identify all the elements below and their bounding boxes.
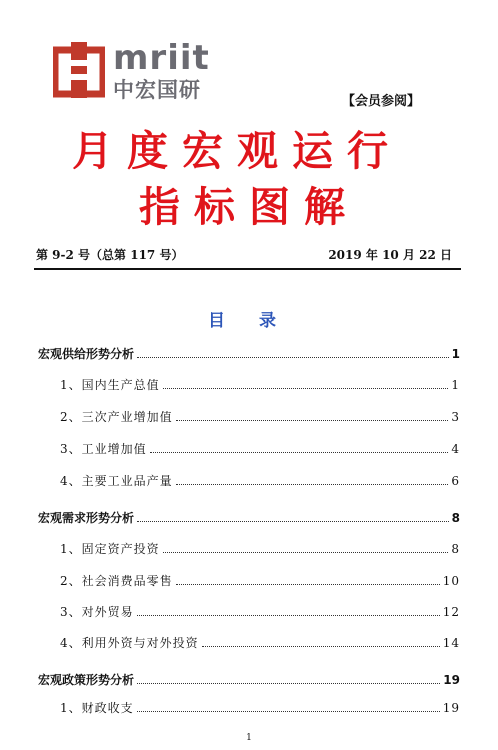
- toc-entry[interactable]: [60, 699, 460, 716]
- header-divider: [34, 268, 461, 270]
- toc-leader: [137, 357, 449, 358]
- toc-entry-page: 14: [442, 636, 460, 650]
- member-label: 【会员参阅】: [341, 94, 420, 109]
- toc-leader: [137, 615, 440, 616]
- toc-entry[interactable]: [38, 345, 460, 362]
- toc-entry-page: 1: [451, 347, 460, 361]
- toc-leader: [137, 683, 440, 684]
- toc-entry-page: 12: [442, 605, 460, 619]
- toc-entry[interactable]: [38, 509, 460, 526]
- toc-entry-page: 19: [443, 673, 460, 687]
- toc-entry[interactable]: [60, 440, 460, 457]
- toc-entry-page: 19: [442, 701, 460, 715]
- toc-entry-page: 3: [451, 410, 460, 424]
- toc-entry-label: 4、主要工业品产量: [60, 474, 173, 488]
- toc-entry[interactable]: [60, 572, 460, 589]
- toc-title: 目 录: [208, 311, 290, 331]
- page-number: 1: [246, 733, 252, 743]
- toc-leader: [137, 521, 449, 522]
- toc-leader: [163, 388, 449, 389]
- toc-entry-page: 10: [442, 574, 460, 588]
- toc-entry-label: 2、社会消费品零售: [60, 574, 173, 588]
- toc-entry-page: 8: [451, 542, 460, 556]
- toc-entry-label: 4、利用外资与对外投资: [60, 636, 199, 650]
- toc-entry[interactable]: [60, 634, 460, 651]
- issue-number: 第 9-2 号（总第 117 号）: [36, 248, 184, 262]
- toc-leader: [176, 420, 449, 421]
- toc-leader: [202, 646, 440, 647]
- toc-entry[interactable]: [60, 540, 460, 557]
- toc-leader: [176, 484, 449, 485]
- toc-entry-label: 宏观政策形势分析: [38, 673, 135, 687]
- toc-entry-label: 宏观需求形势分析: [38, 511, 135, 525]
- issue-date: 2019 年 10 月 22 日: [328, 248, 452, 262]
- logo-mark-icon: [53, 42, 105, 98]
- toc-leader: [176, 584, 440, 585]
- toc-entry-label: 宏观供给形势分析: [38, 347, 135, 361]
- toc-entry[interactable]: [60, 376, 460, 393]
- toc-entry[interactable]: [60, 472, 460, 489]
- toc-entry-page: 4: [451, 442, 460, 456]
- toc-entry-label: 1、财政收支: [60, 701, 134, 715]
- logo: [53, 40, 213, 102]
- toc-leader: [163, 552, 449, 553]
- toc-leader: [150, 452, 449, 453]
- report-title-line2: 指标图解: [139, 183, 359, 231]
- toc-entry-page: 6: [451, 474, 460, 488]
- report-title-line1: 月度宏观运行: [72, 127, 402, 175]
- toc-entry-label: 1、国内生产总值: [60, 378, 160, 392]
- toc-entry[interactable]: [38, 671, 460, 688]
- toc-entry-label: 3、对外贸易: [60, 605, 134, 619]
- logo-text-en: mriit: [113, 38, 210, 78]
- toc-entry-page: 8: [451, 511, 460, 525]
- toc-entry-page: 1: [451, 378, 460, 392]
- toc-entry[interactable]: [60, 408, 460, 425]
- toc-entry-label: 2、三次产业增加值: [60, 410, 173, 424]
- toc-leader: [137, 711, 440, 712]
- toc-entry-label: 1、固定资产投资: [60, 542, 160, 556]
- toc-entry-label: 3、工业增加值: [60, 442, 147, 456]
- logo-text-cn: 中宏国研: [113, 78, 201, 102]
- toc-entry[interactable]: [60, 603, 460, 620]
